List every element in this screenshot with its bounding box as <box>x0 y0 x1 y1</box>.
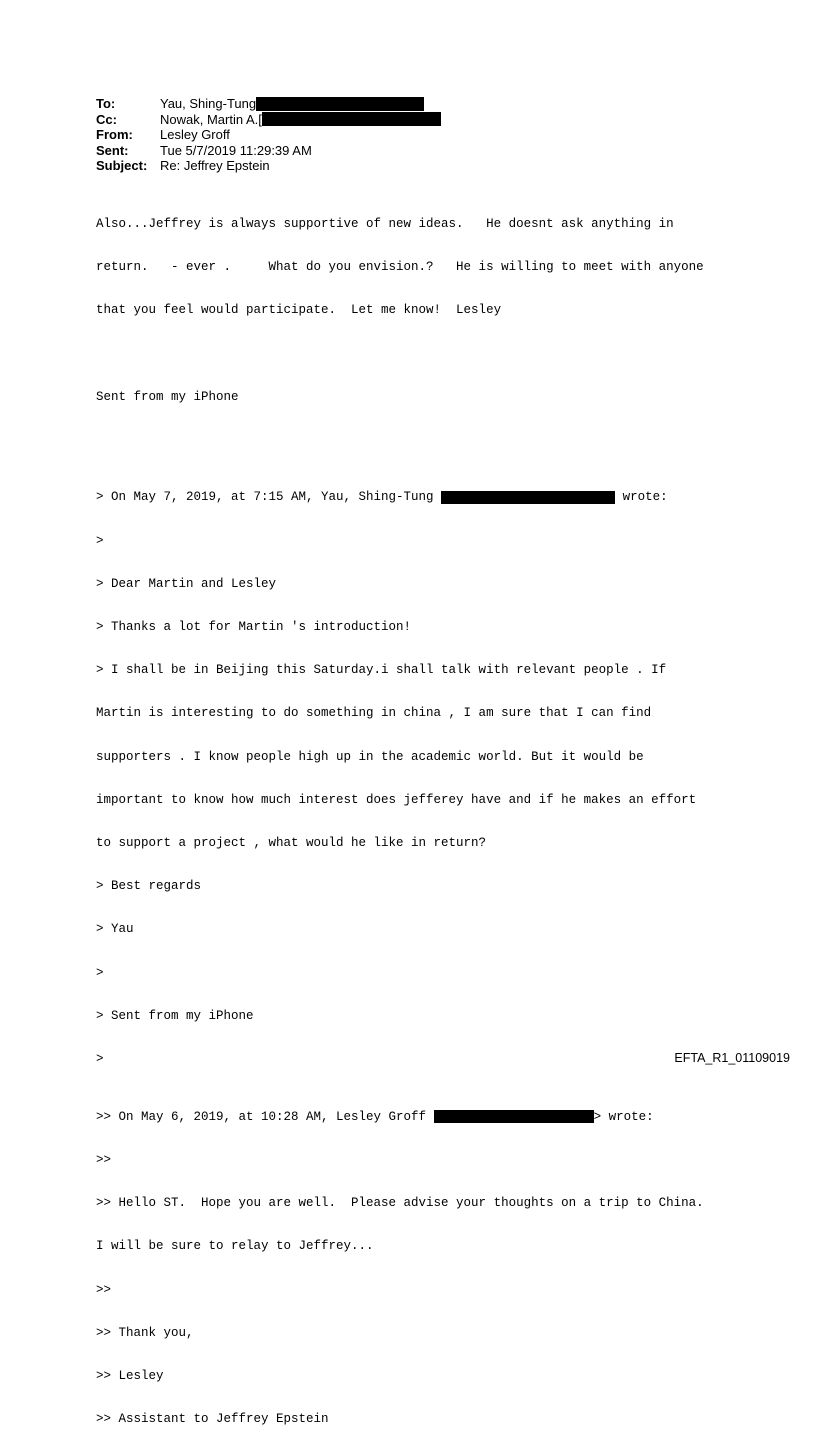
email-body <box>96 188 796 1441</box>
document-id: EFTA_R1_01109019 <box>674 1051 790 1065</box>
redaction-bar <box>434 1110 594 1123</box>
body-line: return. - ever . What do you envision.? He is willing to meet with anyone <box>96 260 704 275</box>
quote-line: important to know how much interest does jefferey have and if he makes an effort <box>96 792 697 807</box>
quote-line: > <box>96 533 104 548</box>
sent-value: Tue 5/7/2019 11:29:39 AM <box>160 142 312 158</box>
quote-line: >> <box>96 1282 112 1297</box>
body-line: Also...Jeffrey is always supportive of new ideas. He doesnt ask anything in <box>96 216 674 231</box>
subject-label: Subject: <box>96 158 148 173</box>
quote-line: > Yau <box>96 922 134 937</box>
quote2-suffix: > wrote: <box>593 1109 654 1124</box>
quote-line: > Sent from my iPhone <box>96 1008 254 1023</box>
redaction-bar <box>256 97 424 111</box>
quote1-prefix: > On May 7, 2019, at 7:15 AM, Yau, Shing-Tung <box>96 490 442 505</box>
blank-line <box>96 346 796 360</box>
quote-line: to support a project , what would he like in return? <box>96 836 487 851</box>
cc-label: Cc: <box>96 111 117 127</box>
body-line: that you feel would participate. Let me know! Lesley <box>96 303 502 318</box>
cc-row <box>96 112 441 128</box>
quote-line: > <box>96 1052 104 1067</box>
quote-line: > Best regards <box>96 879 202 894</box>
signature-line: Sent from my iPhone <box>96 389 239 404</box>
subject-value: Re: Jeffrey Epstein <box>160 158 270 173</box>
quote1-suffix: wrote: <box>615 490 668 505</box>
to-value: Yau, Shing-Tung <box>160 96 257 111</box>
quote-line: I will be sure to relay to Jeffrey... <box>96 1239 374 1254</box>
subject-row <box>96 158 441 174</box>
quote-line: supporters . I know people high up in the academic world. But it would be <box>96 749 644 764</box>
from-value: Lesley Groff <box>160 127 230 142</box>
to-label: To: <box>96 96 116 111</box>
sent-label: Sent: <box>96 142 129 158</box>
from-label: From: <box>96 127 133 142</box>
quote-line: > Thanks a lot for Martin 's introduction! <box>96 620 412 635</box>
quote-line: Martin is interesting to do something in china , I am sure that I can find <box>96 706 652 721</box>
quote-line: >> Lesley <box>96 1368 164 1383</box>
quote2-prefix: >> On May 6, 2019, at 10:28 AM, Lesley Groff <box>96 1109 434 1124</box>
quote-line: >> Thank you, <box>96 1325 194 1340</box>
cc-value: Nowak, Martin A.[ <box>160 111 262 127</box>
quote-line: > I shall be in Beijing this Saturday.i shall talk with relevant people . If <box>96 663 667 678</box>
quote-line: >> Assistant to Jeffrey Epstein <box>96 1412 329 1427</box>
cc-value-wrap <box>160 112 441 128</box>
quote2-attribution <box>96 1110 796 1124</box>
to-value-wrap <box>160 96 424 112</box>
quote-line: >> <box>96 1152 112 1167</box>
quote-line: >> Hello ST. Hope you are well. Please advise your thoughts on a trip to China. <box>96 1196 704 1211</box>
to-row <box>96 96 441 112</box>
quote-line: > Dear Martin and Lesley <box>96 576 277 591</box>
quote-line: > <box>96 965 104 980</box>
quote1-attribution <box>96 490 796 504</box>
blank-line <box>96 433 796 447</box>
from-row <box>96 127 441 143</box>
redaction-bar <box>441 491 615 504</box>
sent-row <box>96 143 441 159</box>
redaction-bar <box>262 112 441 126</box>
email-header <box>96 96 441 174</box>
